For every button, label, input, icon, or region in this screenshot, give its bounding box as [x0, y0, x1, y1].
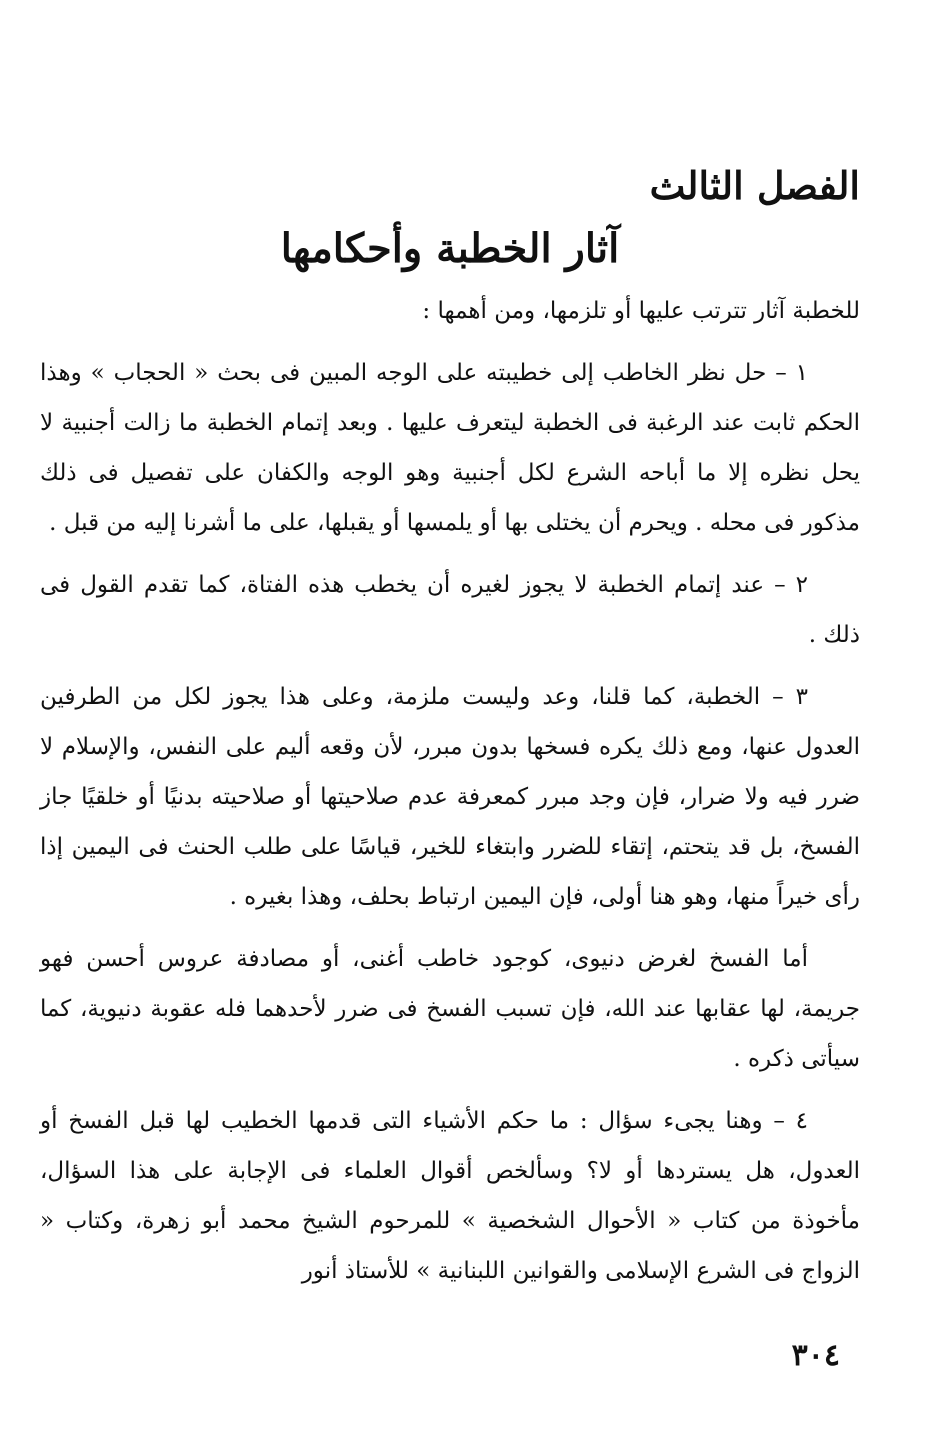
body-text	[40, 286, 860, 1296]
paragraph-worldly-reason: أما الفسخ لغرض دنيوى، كوجود خاطب أغنى، أو مصادفة عروس أحسن فهو جريمة، لها عقابها عند الله، فإن تسبب الفسخ فى ضرر لأحدهما فله عقوبة دنيوية، كما سيأتى ذكره .	[40, 946, 860, 1072]
page-number: ٣٠٤	[791, 1338, 840, 1373]
paragraph-item-4: ٤ – وهنا يجىء سؤال : ما حكم الأشياء التى قدمها الخطيب لها قبل الفسخ أو العدول، هل يستردها أو لا؟ وسألخص أقوال العلماء فى الإجابة على هذا السؤال، مأخوذة من كتاب « الأحوال الشخصية » للمرحوم الشيخ محمد أبو زهرة، وكتاب « الزواج فى الشرع الإسلامى والقوانين اللبنانية » للأستاذ أنور	[40, 1108, 860, 1284]
chapter-label: الفصل الثالث	[649, 163, 860, 208]
paragraph-intro: للخطبة آثار تترتب عليها أو تلزمها، ومن أهمها :	[422, 298, 860, 324]
paragraph-item-1: ١ – حل نظر الخاطب إلى خطيبته على الوجه المبين فى بحث « الحجاب » وهذا الحكم ثابت عند الرغبة فى الخطبة ليتعرف عليها . وبعد إتمام الخطبة ما زالت أجنبية لا يحل نظره إلا ما أباحه الشرع لكل أجنبية وهو الوجه والكفان على تفصيل فى ذلك مذكور فى محله . ويحرم أن يختلى بها أو يلمسها أو يقبلها، على ما أشرنا إليه من قبل .	[40, 360, 860, 536]
paragraph-item-3: ٣ – الخطبة، كما قلنا، وعد وليست ملزمة، وعلى هذا يجوز لكل من الطرفين العدول عنها، ومع ذلك يكره فسخها بدون مبرر، لأن وقعه أليم على النفس، والإسلام لا ضرر فيه ولا ضرار، فإن وجد مبرر كمعرفة عدم صلاحيتها أو صلاحيته بدنيًا أو خلقيًا جاز الفسخ، بل قد يتحتم، إتقاء للضرر وابتغاء للخير، قياسًا على طلب الحنث فى اليمين إذا رأى خيراً منها، وهو هنا أولى، فإن اليمين ارتباط بحلف، وهذا بغيره .	[40, 684, 860, 910]
paragraph-item-2: ٢ – عند إتمام الخطبة لا يجوز لغيره أن يخطب هذه الفتاة، كما تقدم القول فى ذلك .	[40, 572, 860, 648]
chapter-title: آثار الخطبة وأحكامها	[280, 225, 620, 272]
book-page	[40, 0, 860, 1440]
